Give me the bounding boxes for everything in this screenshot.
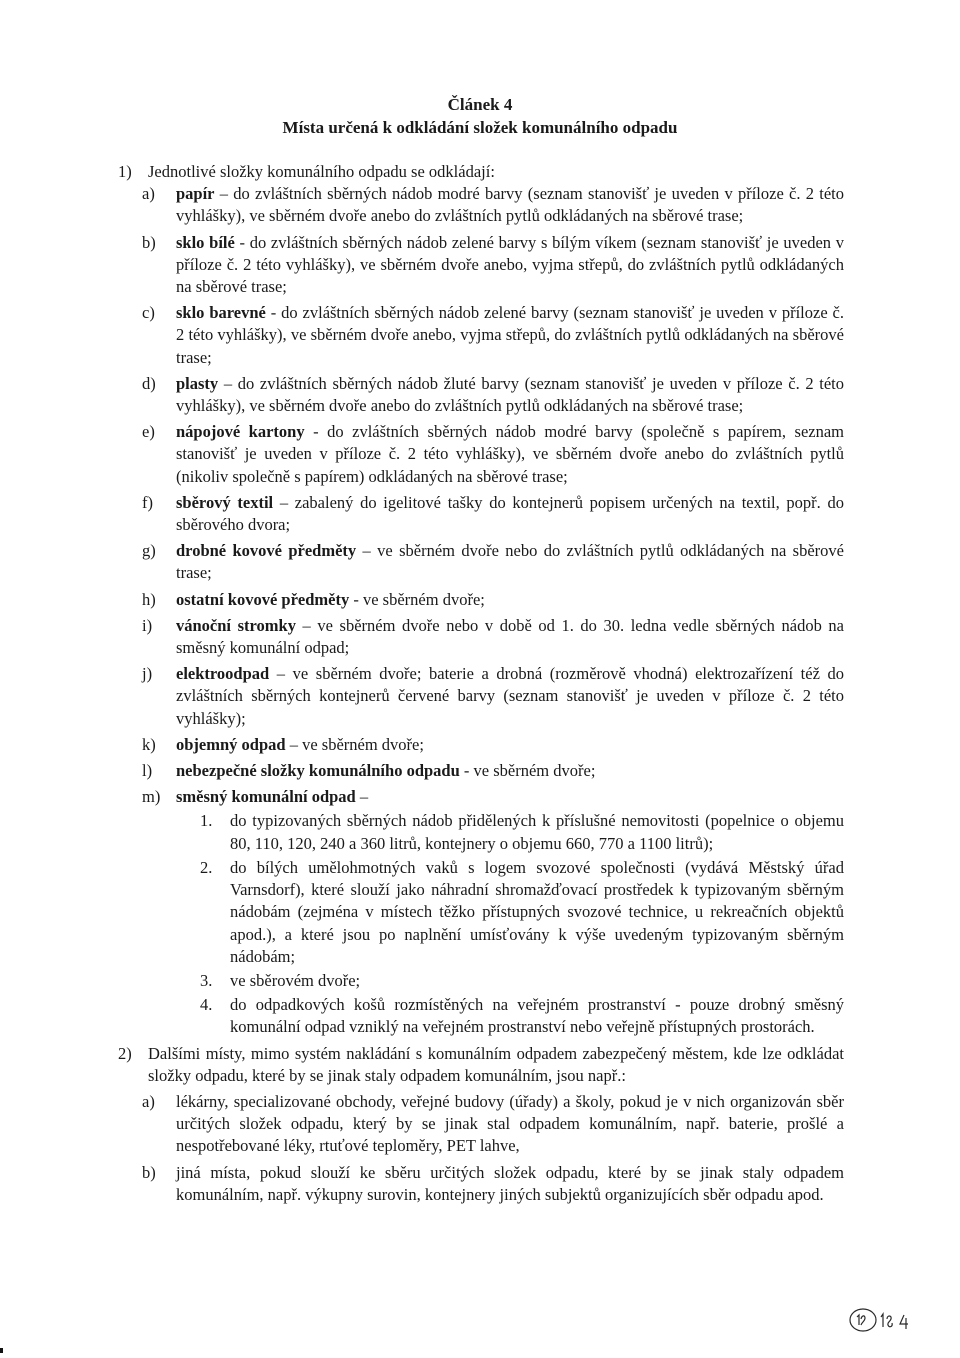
item-label: i) bbox=[142, 615, 153, 635]
list-item bbox=[142, 760, 844, 782]
list-item bbox=[142, 373, 844, 417]
item-term: směsný komunální odpad bbox=[176, 787, 356, 807]
list-item bbox=[142, 734, 844, 756]
list-item bbox=[142, 589, 844, 611]
handwritten-mark-drawing bbox=[848, 1305, 918, 1335]
item-text: - do zvláštních sběrných nádob modré barvy (společně s papírem, seznam stanovišť je uveden v příloze č. 2 této vyhlášky), ve sběrném dvoře anebo do zvláštních pytlů (nikoliv společně s papírem) odkládaných na sběrové trase; bbox=[176, 422, 844, 486]
section-intro: Dalšími místy, mimo systém nakládání s komunálním odpadem zabezpečený městem, kde lze odkládat složky odpadu, které by se jinak staly odpadem komunálním, jsou např.: bbox=[148, 1043, 844, 1085]
list-item bbox=[142, 1162, 844, 1206]
list-item bbox=[142, 421, 844, 488]
item-text: – do zvláštních sběrných nádob žluté barvy (seznam stanovišť je uveden v příloze č. 2 této vyhlášky), ve sběrném dvoře anebo do zvláštních pytlů odkládaných na sběrové trase; bbox=[176, 373, 844, 416]
item-term: sběrový textil bbox=[176, 492, 274, 512]
list-item bbox=[142, 540, 844, 584]
item-label: f) bbox=[142, 492, 153, 512]
section-intro: Jednotlivé složky komunálního odpadu se odkládají: bbox=[148, 162, 495, 181]
sub-list-item bbox=[200, 970, 844, 992]
list-item bbox=[142, 615, 844, 659]
item-term: objemný odpad bbox=[176, 734, 286, 754]
article-title: Článek 4 bbox=[447, 95, 513, 114]
item-text: - do zvláštních sběrných nádob zelené barvy s bílým víkem (seznam stanovišť je uveden v příloze č. 2 této vyhlášky), ve sběrném dvoře anebo, vyjma střepů, do zvláštních pytlů odkládaných na sběrové trase; bbox=[176, 232, 844, 297]
item-label: l) bbox=[142, 761, 153, 781]
item-label: e) bbox=[142, 422, 155, 442]
item-label: b) bbox=[142, 232, 156, 252]
item-label: g) bbox=[142, 541, 156, 561]
item-term: sklo bílé bbox=[176, 232, 235, 252]
article-subtitle: Místa určená k odkládání složek komunálního odpadu bbox=[282, 118, 678, 137]
section-2 bbox=[118, 1043, 844, 1087]
sub-item-label: 1. bbox=[200, 811, 213, 831]
item-term: plasty bbox=[176, 373, 219, 393]
item-text: - ve sběrném dvoře; bbox=[459, 761, 596, 781]
item-label: j) bbox=[142, 664, 153, 684]
item-label: d) bbox=[142, 373, 156, 393]
list-item bbox=[142, 232, 844, 299]
item-term: nápojové kartony bbox=[176, 422, 305, 442]
sub-item-label: 3. bbox=[200, 970, 213, 990]
scan-artifact bbox=[0, 1348, 3, 1353]
item-text: – do zvláštních sběrných nádob modré barvy (seznam stanovišť je uveden v příloze č. 2 této vyhlášky), ve sběrném dvoře anebo do zvláštních pytlů odkládaných na sběrové trase; bbox=[176, 184, 844, 226]
list-item bbox=[142, 663, 844, 730]
item-text: - ve sběrném dvoře; bbox=[349, 589, 485, 609]
item-text: – ve sběrném dvoře nebo v době od 1. do 30. ledna vedle sběrných nádob na směsný komunální odpad; bbox=[176, 615, 845, 658]
item-text: lékárny, specializované obchody, veřejné budovy (úřady) a školy, pokud je v nich organizován sběr určitých složek odpadu, který by se jinak stal odpadem komunálním, např. baterie, prošlé a nespotřebované léky, rtuťové teploměry, PET lahve, bbox=[176, 1091, 844, 1156]
item-term: sklo barevné bbox=[176, 303, 266, 323]
sub-list-item bbox=[200, 857, 844, 968]
sub-item-label: 2. bbox=[200, 857, 213, 877]
sub-list-item bbox=[200, 810, 844, 854]
item-label: a) bbox=[142, 1091, 155, 1111]
item-term: ostatní kovové předměty bbox=[176, 589, 350, 609]
list-item bbox=[142, 786, 844, 808]
item-text: – ve sběrném dvoře; baterie a drobná (rozměrově vhodná) elektrozařízení též do zvláštních sběrných kontejnerů červené barvy (seznam stanovišť je uveden v příloze č. 2 této vyhlášky); bbox=[176, 664, 844, 728]
item-text: – ve sběrném dvoře; bbox=[285, 734, 424, 754]
sub-list-item bbox=[200, 994, 844, 1038]
list-item bbox=[142, 183, 844, 227]
sub-item-text: do bílých umělohmotných vaků s logem svozové společnosti (vydává Městský úřad Varnsdorf), které slouží jako náhradní shromažďovací prostředek k typizovaným sběrným nádobám (zejména v místech těžko přístupných svozové technice, u rekreačních objektů apod.), a které jsou po naplnění umísťovány k výše uvedeným typizovaným sběrným nádobám; bbox=[230, 857, 844, 966]
sub-item-text: do typizovaných sběrných nádob přidělených k příslušné nemovitosti (popelnice o objemu 80, 110, 120, 240 a 360 litrů, kontejnery o objemu 660, 770 a 1100 litrů); bbox=[230, 811, 844, 853]
list-item bbox=[142, 1091, 844, 1158]
sub-item-label: 4. bbox=[200, 995, 213, 1015]
item-text: – bbox=[355, 787, 369, 807]
list-item bbox=[142, 492, 844, 536]
item-text: jiná místa, pokud slouží ke sběru určitých složek odpadu, které by se jinak staly odpadem komunálním, např. výkupny surovin, kontejnery jiných subjektů organizujících sběr odpadu apod. bbox=[176, 1162, 844, 1204]
item-label: k) bbox=[142, 734, 156, 754]
item-label: c) bbox=[142, 303, 155, 323]
article-body bbox=[118, 161, 844, 1206]
item-term: elektroodpad bbox=[176, 664, 270, 684]
item-text: - do zvláštních sběrných nádob zelené barvy (seznam stanovišť je uveden v příloze č. 2 této vyhlášky), ve sběrném dvoře anebo, vyjma střepů, do zvláštních pytlů odkládaných na sběrové trase; bbox=[176, 303, 844, 367]
item-term: nebezpečné složky komunálního odpadu bbox=[176, 761, 460, 781]
section-number: 2) bbox=[118, 1043, 132, 1063]
item-label: m) bbox=[142, 787, 161, 807]
section-number: 1) bbox=[118, 162, 132, 181]
item-term: drobné kovové předměty bbox=[176, 541, 357, 561]
item-text: – ve sběrném dvoře nebo do zvláštních pytlů odkládaných na sběrové trase; bbox=[176, 541, 844, 583]
sub-item-text: ve sběrovém dvoře; bbox=[230, 970, 361, 990]
section-1 bbox=[118, 161, 844, 183]
item-term: vánoční stromky bbox=[176, 615, 296, 635]
item-text: – zabalený do igelitové tašky do kontejnerů popisem určených na textil, popř. do sběrového dvora; bbox=[176, 492, 844, 535]
sub-item-text: do odpadkových košů rozmístěných na veřejném prostranství - pouze drobný směsný komunální odpad vzniklý na veřejném prostranství nebo veřejně přístupných prostorách. bbox=[230, 995, 844, 1037]
item-label: b) bbox=[142, 1162, 156, 1182]
list-item bbox=[142, 302, 844, 369]
handwritten-page-mark bbox=[848, 1305, 918, 1335]
item-term: papír bbox=[176, 184, 215, 204]
item-label: a) bbox=[142, 184, 155, 204]
item-label: h) bbox=[142, 589, 156, 609]
